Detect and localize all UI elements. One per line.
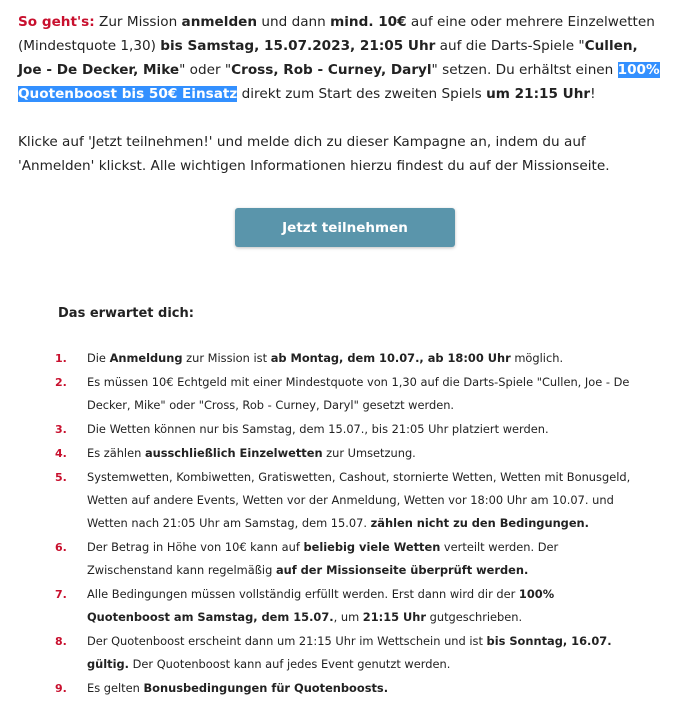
list-item [55, 677, 635, 700]
item-bold: zählen nicht zu den Bedingungen. [370, 516, 589, 530]
item-text: Alle Bedingungen müssen vollständig erfüllt werden. Erst dann wird dir der [87, 587, 519, 601]
conditions-list [55, 347, 635, 700]
item-bold: 100% Quotenboost am Samstag, dem 15.07. [87, 587, 555, 624]
intro-bold: Cross, Rob - Curney, Daryl [231, 62, 432, 78]
what-to-expect-heading: Das erwartet dich: [58, 306, 194, 321]
list-item [55, 442, 635, 465]
intro-text: " oder " [179, 62, 232, 78]
item-text: Systemwetten, Kombiwetten, Gratiswetten, Cashout, stornierte Wetten, Wetten mit Bonusgeld, Wetten auf andere Events, Wetten vor der Anmeldung, Wetten vor 18:00 Uhr am 10.07. und Wetten nach 21:05 Uhr am Samstag, dem 15.07. [87, 470, 631, 530]
item-text: Die [87, 351, 110, 365]
item-text: Die Wetten können nur bis Samstag, dem 15.07., bis 21:05 Uhr platziert werden. [87, 422, 549, 436]
list-number: 1. [55, 352, 67, 365]
intro-section [18, 10, 663, 178]
intro-text: auf die Darts-Spiele " [435, 38, 585, 54]
intro-text: direkt zum Start des zweiten Spiels [237, 86, 487, 102]
intro-bold: um 21:15 Uhr [486, 86, 591, 102]
list-number: 4. [55, 447, 67, 460]
item-text: Der Quotenboost erscheint dann um 21:15 Uhr im Wettschein und ist [87, 634, 487, 648]
item-text: Es müssen 10€ Echtgeld mit einer Mindestquote von 1,30 auf die Darts-Spiele "Cullen, Joe - De Decker, Mike" oder "Cross, Rob - Curney, Daryl" gesetzt werden. [87, 375, 630, 412]
join-now-button[interactable]: Jetzt teilnehmen [235, 208, 455, 247]
list-item [55, 418, 635, 441]
intro-bold: bis Samstag, 15.07.2023, 21:05 Uhr [160, 38, 436, 54]
intro-text: auf eine oder mehrere Einzelwetten (Mindestquote 1,30) [18, 14, 655, 54]
list-item [55, 466, 635, 535]
list-number: 5. [55, 471, 67, 484]
item-text: Es zählen [87, 446, 145, 460]
list-number: 8. [55, 635, 67, 648]
item-bold: 21:15 Uhr [362, 610, 426, 624]
item-bold: beliebig viele Wetten [303, 540, 441, 554]
intro-paragraph [18, 10, 663, 106]
item-bold: ausschließlich Einzelwetten [144, 446, 323, 460]
item-text: zur Umsetzung. [322, 446, 416, 460]
item-text: gutgeschrieben. [426, 610, 523, 624]
intro-bold: mind. 10€ [330, 14, 407, 30]
item-text: Der Betrag in Höhe von 10€ kann auf [87, 540, 304, 554]
item-text: möglich. [510, 351, 564, 365]
list-number: 7. [55, 588, 67, 601]
list-item [55, 347, 635, 370]
item-text: verteilt werden. Der Zwischenstand kann regelmäßig [87, 540, 559, 577]
item-text: zur Mission ist [182, 351, 271, 365]
intro-text: ! [590, 86, 596, 102]
item-bold: auf der Missionseite überprüft werden. [275, 563, 529, 577]
list-number: 6. [55, 541, 67, 554]
intro-text: Zur Mission [94, 14, 182, 30]
intro-bold: Cullen, Joe - De Decker, Mike [18, 38, 638, 78]
intro-bold: anmelden [181, 14, 258, 30]
item-bold: Anmeldung [109, 351, 183, 365]
item-text: , um [333, 610, 363, 624]
list-number: 9. [55, 682, 67, 695]
list-item [55, 371, 635, 417]
item-text: Es gelten [87, 681, 144, 695]
intro-text: und dann [257, 14, 331, 30]
item-text: Der Quotenboost kann auf jedes Event genutzt werden. [129, 657, 451, 671]
list-item [55, 583, 635, 629]
how-it-works-label: So geht's: [18, 14, 95, 30]
list-item [55, 630, 635, 676]
intro-text: " setzen. Du erhältst einen [431, 62, 618, 78]
instructions-paragraph: Klicke auf 'Jetzt teilnehmen!' und melde dich zu dieser Kampagne an, indem du auf 'Anmelden' klickst. Alle wichtigen Informationen hierzu findest du auf der Missionseite. [18, 134, 610, 174]
item-bold: bis Sonntag, 16.07. gültig. [87, 634, 612, 671]
item-bold: ab Montag, dem 10.07., ab 18:00 Uhr [270, 351, 511, 365]
item-bold: Bonusbedingungen für Quotenboosts. [143, 681, 389, 695]
selected-text-highlight[interactable]: 100% Quotenboost bis 50€ Einsatz [18, 62, 660, 102]
list-number: 2. [55, 376, 67, 389]
list-item [55, 536, 635, 582]
list-number: 3. [55, 423, 67, 436]
